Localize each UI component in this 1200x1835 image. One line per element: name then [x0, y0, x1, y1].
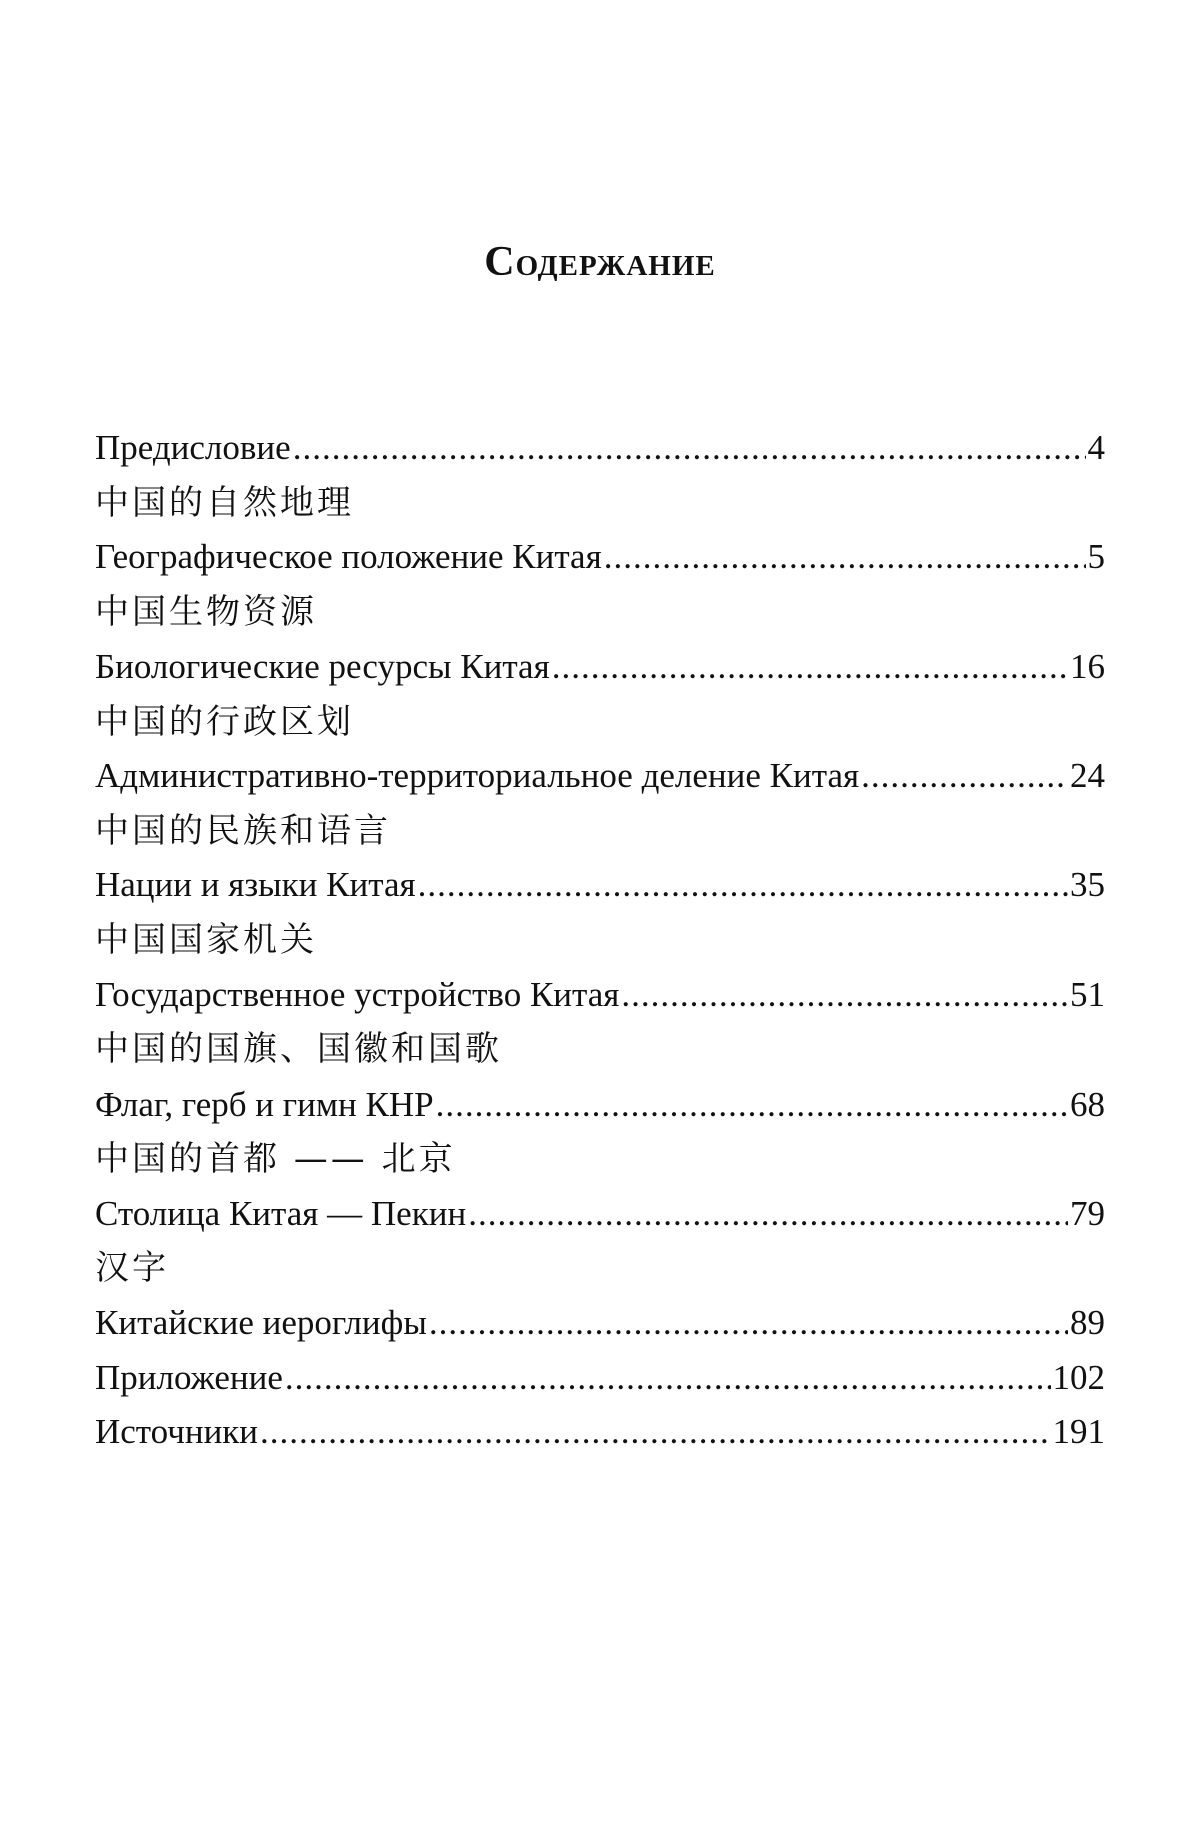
- toc-section-heading: 中国的国旗、国徽和国歌: [95, 1029, 502, 1070]
- toc-page-number: 5: [1087, 537, 1105, 577]
- toc-entry-label: Биологические ресурсы Китая: [95, 646, 550, 686]
- toc-dot-leader: [260, 1404, 1050, 1460]
- toc-entry-label: Приложение: [95, 1358, 283, 1398]
- toc-entry-label: Источники: [95, 1412, 259, 1452]
- toc-entry-label: Административно-территориальное деление Китая: [95, 755, 860, 795]
- toc-dot-leader: [861, 748, 1068, 804]
- toc-dot-leader: [552, 639, 1068, 695]
- toc-entry[interactable]: [95, 1350, 1105, 1406]
- toc-dot-leader: [604, 529, 1086, 585]
- toc-entry-label: Нации и языки Китая: [95, 865, 416, 904]
- toc-section-heading: 中国的自然地理: [95, 483, 354, 524]
- toc-section-heading: 中国的行政区划: [95, 701, 354, 742]
- toc-entry[interactable]: [95, 748, 1105, 804]
- toc-dot-leader: [285, 1350, 1051, 1406]
- toc-page-number: 191: [1052, 1412, 1105, 1452]
- toc-entry[interactable]: [95, 1186, 1105, 1242]
- toc-entry[interactable]: [95, 529, 1105, 585]
- toc-dot-leader: [293, 420, 1086, 476]
- toc-entry[interactable]: [95, 420, 1105, 476]
- toc-dot-leader: [468, 1186, 1068, 1242]
- toc-entry-label: Китайские иероглифы: [95, 1303, 427, 1343]
- toc-section-heading: 中国的首都 —— 北京: [95, 1138, 456, 1179]
- toc-entry-label: Государственное устройство Китая: [95, 975, 620, 1015]
- toc-entry[interactable]: [95, 1404, 1105, 1460]
- toc-entry[interactable]: [95, 1077, 1105, 1133]
- toc-entry-label: Столица Китая — Пекин: [95, 1193, 467, 1233]
- toc-section-heading: 中国的民族和语言: [95, 810, 391, 851]
- toc-dot-leader: [429, 1295, 1068, 1351]
- toc-page-number: 16: [1070, 646, 1105, 686]
- toc-entry[interactable]: [95, 1295, 1105, 1351]
- toc-entry[interactable]: [95, 639, 1105, 695]
- toc-dot-leader: [418, 857, 1068, 913]
- toc-page-number: 102: [1052, 1358, 1105, 1398]
- toc-entry-label: Географическое положение Китая: [95, 537, 602, 577]
- toc-dot-leader: [621, 967, 1068, 1023]
- toc-page-number: 79: [1070, 1193, 1105, 1233]
- toc-page-number: 51: [1070, 975, 1105, 1015]
- toc-dot-leader: [436, 1077, 1068, 1133]
- toc-entry[interactable]: [95, 857, 1105, 913]
- page-title: Содержание: [484, 239, 716, 285]
- toc-entry[interactable]: [95, 967, 1105, 1023]
- toc-section-heading: 中国国家机关: [95, 920, 317, 961]
- toc-page-number: 24: [1070, 755, 1105, 795]
- toc-entry-label: Флаг, герб и гимн КНР: [95, 1084, 434, 1124]
- toc-section-heading: 中国生物资源: [95, 592, 317, 633]
- toc-section-heading: 汉字: [95, 1247, 169, 1288]
- toc-page-number: 68: [1070, 1084, 1105, 1124]
- toc-page-number: 4: [1087, 428, 1105, 467]
- toc-page-number: 35: [1070, 865, 1105, 904]
- toc-page-number: 89: [1070, 1303, 1105, 1343]
- toc-entry-label: Предисловие: [95, 428, 291, 467]
